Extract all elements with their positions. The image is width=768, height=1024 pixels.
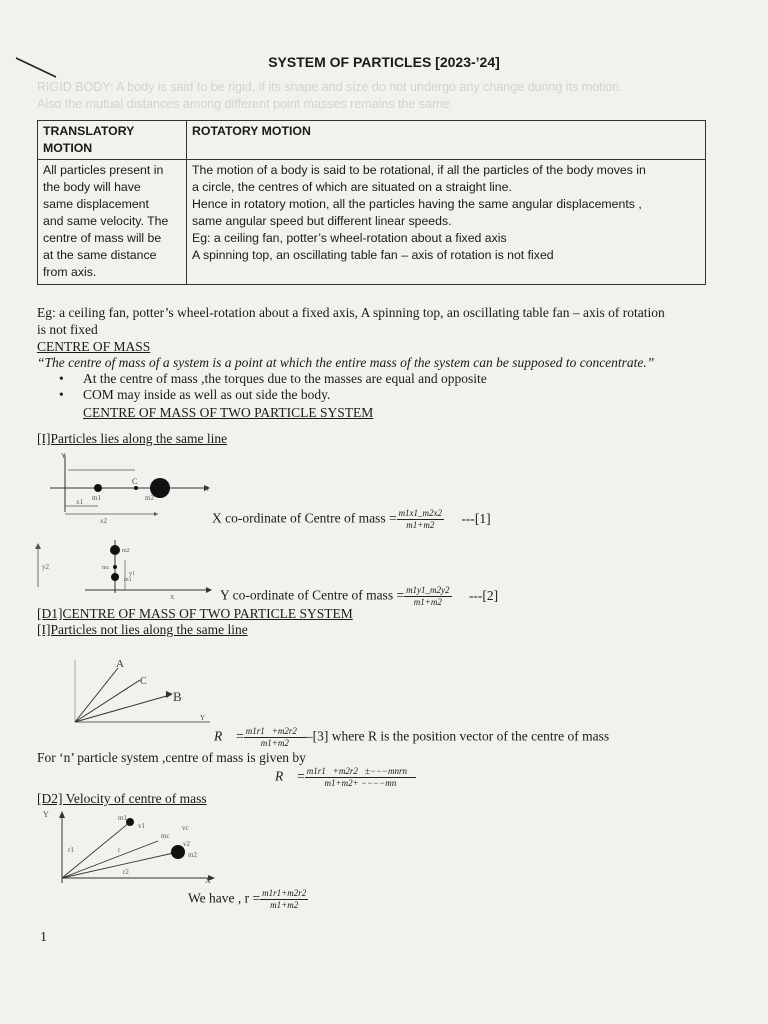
y-axis-label: Y <box>200 714 206 722</box>
point-c-label: C <box>140 676 147 687</box>
example-line-2: is not fixed <box>37 322 98 337</box>
page-number: 1 <box>40 930 47 945</box>
com-bullet: • COM may inside as well as out side the body. <box>83 387 487 403</box>
translatory-line: the body will have <box>43 180 141 194</box>
same-line-diagram <box>40 450 215 530</box>
x1-label: x1 <box>76 498 83 506</box>
m2-label: m2 <box>145 494 154 502</box>
vc-label: vc <box>182 824 189 832</box>
rotatory-line: a circle, the centres of which are situated on a straight line. <box>192 180 512 194</box>
point-b-label: B <box>173 689 182 704</box>
translatory-cell <box>38 160 187 285</box>
rotatory-line: The motion of a body is said to be rotational, if all the particles of the body moves in <box>192 163 646 177</box>
d1-heading: [D1]CENTRE OF MASS OF TWO PARTICLE SYSTEM <box>37 606 353 621</box>
n-system-text: For ‘n’ particle system ,centre of mass is given by <box>37 750 306 765</box>
not-same-line-heading: [I]Particles not lies along the same line <box>37 622 248 637</box>
motion-comparison-table <box>37 120 706 285</box>
translatory-line: from axis. <box>43 265 97 279</box>
mc-label: mc <box>161 832 170 840</box>
x2-label: x2 <box>100 517 107 525</box>
point-a-label: A <box>116 658 124 670</box>
translatory-line: centre of mass will be <box>43 231 162 245</box>
r2-label: r2 <box>123 868 129 876</box>
eq1-denominator: m1+m2 <box>406 520 435 530</box>
we-have-label: We have , r = <box>188 890 261 906</box>
eq1-tag: ---[1] <box>461 510 491 526</box>
v2-label: v2 <box>183 840 190 848</box>
eq3-lhs: R⃗ <box>214 728 233 744</box>
rigid-body-line-2: Also the mutual distances among different point masses remains the same. <box>37 97 453 111</box>
rotatory-line: same angular speed but different linear speeds. <box>192 214 452 228</box>
velocity-com-heading: [D2] Velocity of centre of mass <box>37 791 207 806</box>
x-axis-label: X <box>204 486 209 493</box>
rotatory-cell <box>187 160 706 285</box>
page-title: SYSTEM OF PARTICLES [2023-’24] <box>268 54 500 70</box>
position-vector-diagram <box>40 650 215 730</box>
eq2-label: Y co-ordinate of Centre of mass = <box>220 587 405 603</box>
example-line-1: Eg: a ceiling fan, potter’s wheel-rotation about a fixed axis, A spinning top, an oscillating table fan – axis of rotation <box>37 305 665 320</box>
com-bullet: • At the centre of mass ,the torques due to the masses are equal and opposite <box>83 371 487 387</box>
translatory-line: and same velocity. The <box>43 214 169 228</box>
v1-label: v1 <box>138 822 145 830</box>
eq4-lhs: R⃗ <box>275 768 294 784</box>
eq1-numerator: m1x1_m2x2 <box>398 508 443 518</box>
eq3-numerator: m1r1⃗+m2r2⃗ <box>245 726 304 736</box>
eq3-row: R⃗ = $\frac{m1r1⃗+m2r2⃗}{m1+m2}$ –[3] where R is the position vector of the centre of mass <box>214 726 610 748</box>
centre-of-mass-heading: CENTRE OF MASS <box>37 339 151 354</box>
we-have-denominator: m1+m2 <box>270 900 299 910</box>
translatory-line: All particles present in <box>43 163 164 177</box>
eq3-description: –[3] where R is the position vector of the centre of mass <box>305 728 610 744</box>
eq4-row: R⃗ = $\frac{\text{m1r1⃗+m2r2⃗±−−−mnrn⃗}}{m1+m2+ ----mn}$ <box>275 766 414 788</box>
same-line-heading: [I]Particles lies along the same line <box>37 431 228 446</box>
translatory-line: at the same distance <box>43 248 157 262</box>
translatory-line: same displacement <box>43 197 149 211</box>
vertical-line-diagram <box>30 535 215 600</box>
c-label: C <box>132 477 138 486</box>
we-have-numerator: m1r1+m2r2 <box>262 888 307 898</box>
y1-label: y1 <box>129 571 135 577</box>
we-have-row <box>188 888 308 911</box>
eq4-numerator: m1r1⃗+m2r2⃗±−−−mnrn⃗ <box>306 766 414 776</box>
rotatory-line: A spinning top, an oscillating table fan – axis of rotation is not fixed <box>192 248 554 262</box>
m1-label: m1 <box>92 494 101 502</box>
eq4-denominator: m1+m2+ −−−−mn <box>324 778 397 788</box>
m2-label: m2 <box>188 851 197 859</box>
eq1-row <box>212 508 491 531</box>
y2-label: y2 <box>42 563 49 571</box>
eq2-numerator: m1y1_m2y2 <box>406 585 450 595</box>
eq1-label: X co-ordinate of Centre of mass = <box>212 510 397 526</box>
eq3-denominator: m1+m2 <box>260 738 289 748</box>
m1-label: m1 <box>124 577 132 583</box>
r-label: r <box>118 846 121 854</box>
m1-label: m1 <box>118 814 127 822</box>
m2-label: m2 <box>122 548 130 554</box>
rotatory-line: Eg: a ceiling fan, potter’s wheel-rotation about a fixed axis <box>192 231 507 245</box>
rotatory-line: Hence in rotatory motion, all the particles having the same angular displacements , <box>192 197 642 211</box>
r1-label: r1 <box>68 846 74 854</box>
com-definition: “The centre of mass of a system is a point at which the entire mass of the system can be supposed to concentrate.” <box>37 355 655 370</box>
rigid-body-line-1: RIGID BODY: A body is said to be rigid, if its shape and size do not undergo any change during its motion. <box>37 80 623 94</box>
mc-label: mc <box>102 565 110 571</box>
translatory-header: TRANSLATORY MOTION <box>38 121 187 160</box>
x-axis-label: X <box>205 876 211 885</box>
y-axis-label: Y <box>43 810 49 819</box>
eq2-denominator: m1+m2 <box>413 597 442 607</box>
eq2-row <box>220 585 498 608</box>
eq2-tag: ---[2] <box>468 587 499 603</box>
two-particle-subheading: CENTRE OF MASS OF TWO PARTICLE SYSTEM <box>83 405 374 420</box>
x-axis-label: X <box>170 595 175 600</box>
velocity-diagram <box>40 808 220 888</box>
com-bullets <box>83 371 487 403</box>
y-axis-label: Y <box>61 453 66 460</box>
rotatory-header: ROTATORY MOTION <box>187 121 706 160</box>
